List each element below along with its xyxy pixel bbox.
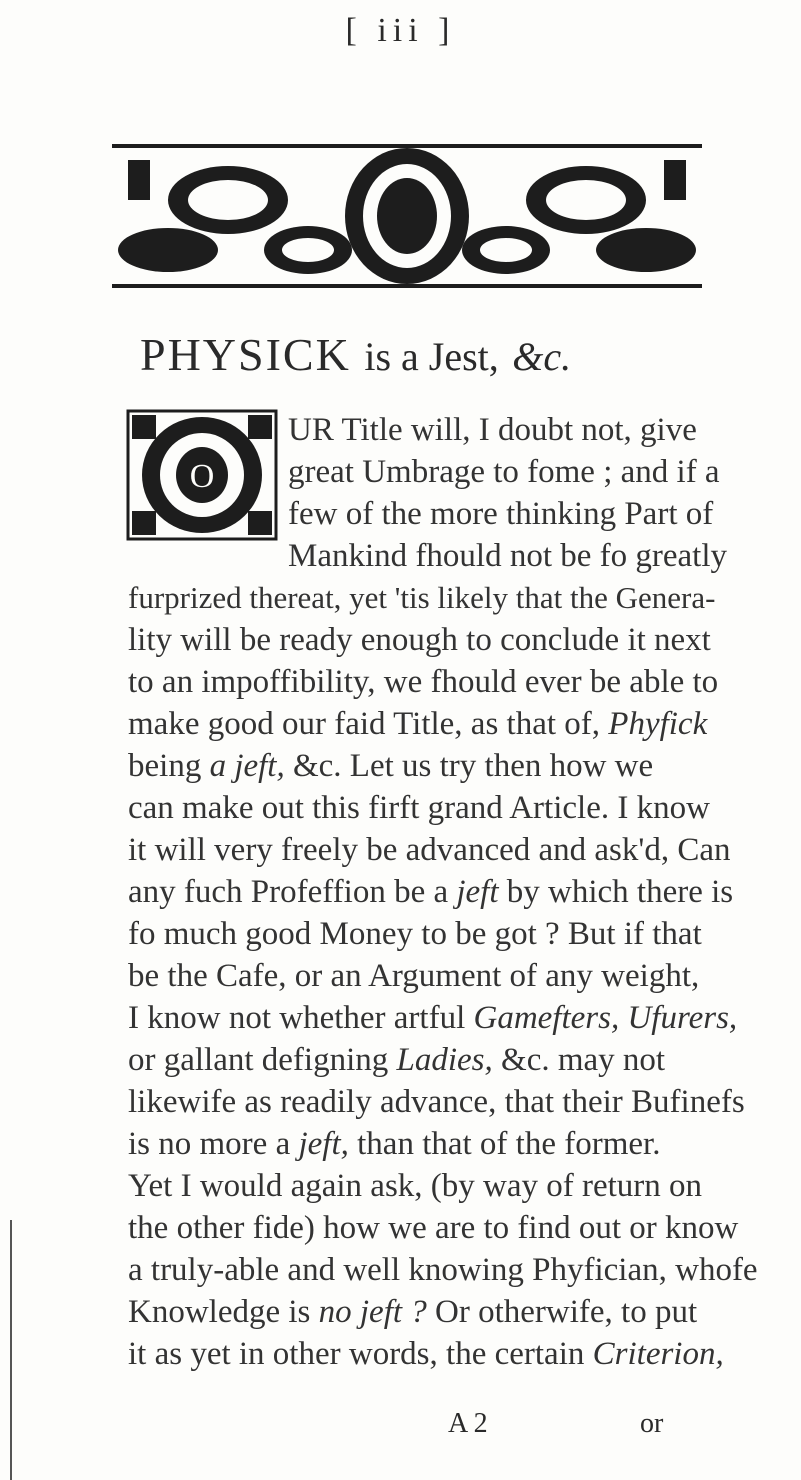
text-line-11: it will very freely be advanced and ask'd, Can — [128, 832, 731, 868]
text-segment: Or otherwife, to put — [435, 1294, 698, 1330]
text-line-4: Mankind fhould not be fo greatly — [288, 538, 727, 574]
text-segment: it as yet in other words, the certain — [128, 1336, 585, 1372]
text-line-20: the other fide) how we are to find out or know — [128, 1210, 739, 1246]
text-segment: than that of the former. — [357, 1126, 661, 1162]
title-rest: is a Jest, — [364, 334, 499, 379]
text-line-13: fo much good Money to be got ? But if that — [128, 916, 702, 952]
text-line-23 — [128, 1336, 724, 1373]
text-line-21: a truly-able and well knowing Phyfician, whofe — [128, 1252, 758, 1288]
italic-criterion: Criterion, — [592, 1336, 724, 1372]
text-segment: or gallant defigning — [128, 1042, 389, 1078]
text-segment: &c. may not — [501, 1042, 666, 1078]
text-segment: by which there is — [506, 874, 734, 910]
text-segment: make good our faid Title, as that of, — [128, 706, 601, 742]
text-segment: &c. Let us try then how we — [292, 748, 654, 784]
chapter-title — [140, 328, 571, 381]
text-line-12 — [128, 874, 733, 911]
text-line-19: Yet I would again ask, (by way of return on — [128, 1168, 703, 1204]
text-line-6: lity will be ready enough to conclude it next — [128, 622, 711, 658]
text-segment: is no more a — [128, 1126, 291, 1162]
italic-jeft: jeft — [456, 874, 499, 910]
text-segment: being — [128, 748, 202, 784]
catchword: or — [640, 1408, 664, 1439]
text-line-22 — [128, 1294, 697, 1331]
text-line-18 — [128, 1126, 660, 1163]
text-line-15 — [128, 1000, 737, 1037]
text-line-17: likewife as readily advance, that their Bufinefs — [128, 1084, 745, 1120]
text-line-16 — [128, 1042, 665, 1079]
italic-phyfick: Phyfick — [608, 706, 708, 742]
initial-letter: O — [189, 458, 215, 495]
italic-ladies: Ladies, — [396, 1042, 493, 1078]
headpiece-ornament — [108, 140, 706, 292]
text-line-3: few of the more thinking Part of — [288, 496, 714, 532]
decorated-initial-o — [122, 405, 282, 545]
title-etc: &c. — [512, 334, 572, 379]
italic-a-jeft: a jeft, — [209, 748, 285, 784]
italic-gamefters: Gamefters, Ufurers, — [473, 1000, 738, 1036]
binding-edge — [10, 1220, 12, 1480]
text-line-2: great Umbrage to fome ; and if a — [288, 454, 720, 490]
text-line-8 — [128, 706, 707, 743]
text-line-7: to an impoffibility, we fhould ever be able to — [128, 664, 719, 700]
italic-jeft-comma: jeft, — [298, 1126, 349, 1162]
page-number: [ iii ] — [345, 12, 456, 49]
text-line-5: furprized thereat, yet 'tis likely that the Genera- — [128, 580, 716, 615]
text-line-14: be the Cafe, or an Argument of any weight, — [128, 958, 700, 994]
signature-mark: A 2 — [448, 1408, 488, 1439]
italic-no-jeft: no jeft ? — [318, 1294, 427, 1330]
text-line-9 — [128, 748, 653, 785]
title-main: PHYSICK — [140, 329, 351, 380]
text-segment: any fuch Profeffion be a — [128, 874, 449, 910]
text-line-10: can make out this firft grand Article. I know — [128, 790, 710, 826]
text-line-1: UR Title will, I doubt not, give — [288, 412, 697, 448]
text-segment: I know not whether artful — [128, 1000, 466, 1036]
text-segment: Knowledge is — [128, 1294, 311, 1330]
